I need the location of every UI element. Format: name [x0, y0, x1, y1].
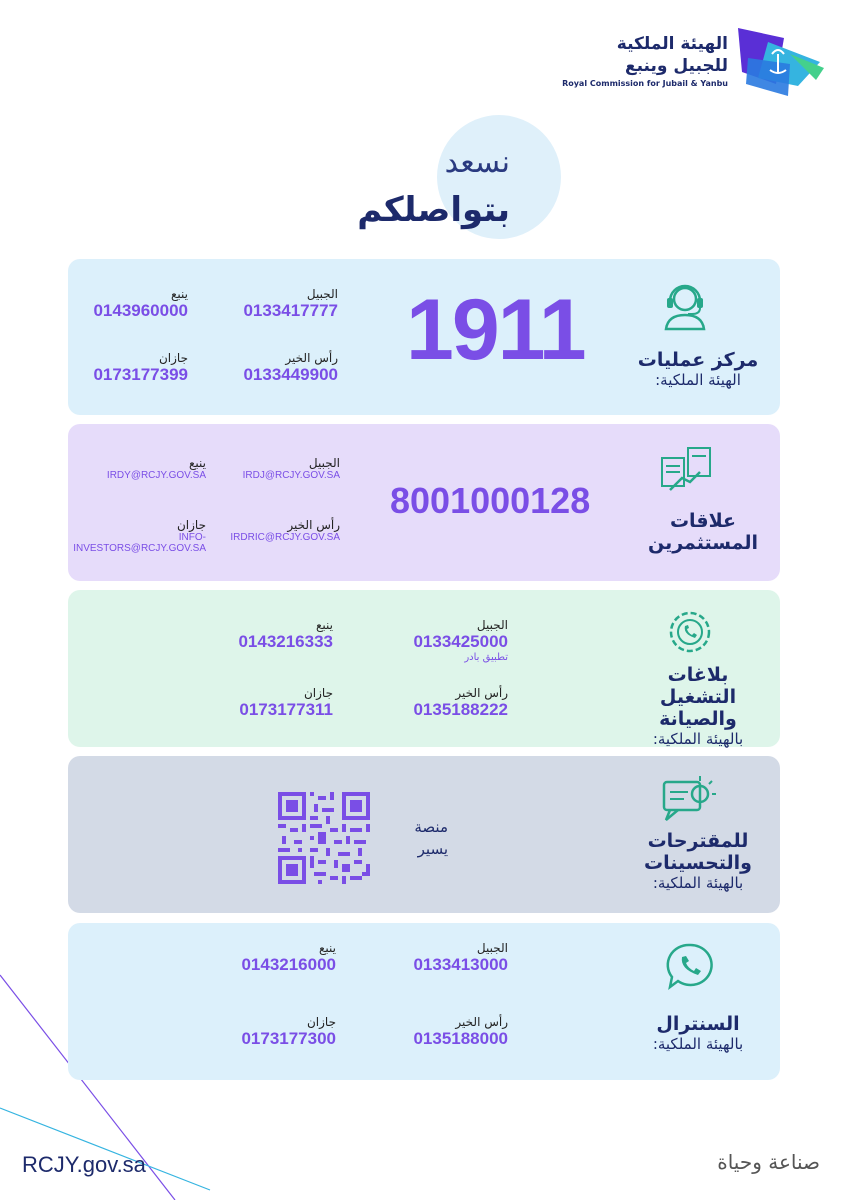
contact-value[interactable]: 0173177311 [239, 700, 333, 719]
contact-label: الجبيل [476, 941, 508, 955]
contact-value[interactable]: 0143216000 [241, 955, 336, 974]
contact-jazan [213, 686, 333, 720]
contact-yanbu [213, 618, 333, 652]
card-operations-center [68, 259, 780, 415]
card4-title-line2: والتحسينات [644, 852, 752, 874]
contact-label: جازان [176, 518, 206, 532]
contact-email[interactable]: IRDY@RCJY.GOV.SA [106, 470, 206, 481]
card3-title-line1: بلاغات [667, 664, 729, 686]
contact-label: رأس الخير [287, 518, 340, 532]
website-link[interactable]: RCJY.gov.sa [22, 1152, 146, 1177]
platform-line1: منصة [414, 818, 448, 836]
slogan: صناعة وحياة [717, 1150, 820, 1174]
contact-label: رأس الخير [285, 351, 338, 365]
card-investor-relations [68, 424, 780, 581]
platform-line2: يسير [417, 840, 448, 858]
contact-value[interactable]: 0135188222 [413, 700, 508, 719]
contact-value[interactable]: 0173177399 [93, 365, 188, 384]
contact-yanbu [88, 287, 188, 321]
contact-label: الجبيل [306, 287, 338, 301]
contact-label: رأس الخير [455, 686, 508, 700]
contact-email[interactable]: IRDRIC@RCJY.GOV.SA [230, 532, 340, 543]
card2-title-line1: علاقات [669, 510, 737, 532]
phone-chat-bubble-icon [664, 941, 716, 993]
contact-value[interactable]: 0133449900 [243, 365, 338, 384]
card-maintenance-reports [68, 590, 780, 747]
contact-value[interactable]: 0143216333 [238, 632, 333, 651]
contact-jazan [216, 1015, 336, 1049]
contact-label: الجبيل [476, 618, 508, 632]
card3-subtitle: بالهيئة الملكية: [652, 730, 744, 748]
contact-jubail [388, 618, 508, 663]
phone-gear-icon [666, 608, 714, 656]
card5-title: السنترال [656, 1013, 740, 1035]
platform-label [388, 816, 448, 860]
contact-email[interactable]: INFO-INVESTORS@RCJY.GOV.SA [73, 532, 206, 554]
contact-label: جازان [306, 1015, 336, 1029]
contact-jubail [218, 456, 340, 481]
card1-subtitle: الهيئة الملكية: [655, 371, 741, 389]
main-number-800[interactable]: 8001000128 [390, 480, 591, 521]
contact-yanbu [68, 456, 206, 481]
contact-yanbu [216, 941, 336, 975]
headset-agent-icon [658, 277, 712, 331]
contact-email[interactable]: IRDJ@RCJY.GOV.SA [242, 470, 340, 481]
contact-value[interactable]: 0133417777 [243, 301, 338, 320]
card5-subtitle: بالهيئة الملكية: [652, 1035, 744, 1053]
contact-label: ينبع [316, 618, 333, 632]
card-switchboard [68, 923, 780, 1080]
heading-small: نسعد [444, 145, 510, 180]
contact-label: جازان [158, 351, 188, 365]
card-suggestions [68, 756, 780, 913]
logo-arabic-line1: الهيئة الملكية [616, 34, 728, 54]
card4-title-line1: للمقترحات [647, 830, 749, 852]
palm-swords-emblem-icon [728, 24, 828, 100]
badr-app-note: تطبيق بادر [464, 652, 508, 663]
qr-code-icon[interactable] [278, 792, 370, 884]
contact-value[interactable]: 0173177300 [241, 1029, 336, 1048]
contact-label: ينبع [189, 456, 206, 470]
logo-english: Royal Commission for Jubail & Yanbu [562, 79, 728, 88]
card3-title-line2: التشغيل والصيانة [659, 686, 737, 730]
contact-label: ينبع [319, 941, 336, 955]
contact-value[interactable]: 0133425000 [413, 632, 508, 651]
contact-jubail [238, 287, 338, 321]
contact-ras-alkhair [218, 518, 340, 543]
main-number-1911[interactable]: 1911 [406, 282, 585, 378]
contact-value[interactable]: 0143960000 [93, 301, 188, 320]
card1-title: مركز عمليات [637, 349, 759, 371]
logo-arabic-line2: للجبيل وينبع [625, 56, 728, 76]
card4-subtitle: بالهيئة الملكية: [652, 874, 744, 892]
contact-label: الجبيل [308, 456, 340, 470]
handshake-document-icon [658, 444, 714, 496]
card2-title-line2: المستثمرين [647, 532, 759, 554]
contact-label: ينبع [171, 287, 188, 301]
contact-label: جازان [303, 686, 333, 700]
contact-value[interactable]: 0135188000 [413, 1029, 508, 1048]
contact-ras-alkhair [388, 1015, 508, 1049]
contact-ras-alkhair [388, 686, 508, 720]
heading-big: بتواصلكم [357, 190, 510, 230]
contact-jazan [88, 351, 188, 385]
contact-label: رأس الخير [455, 1015, 508, 1029]
contact-jubail [388, 941, 508, 975]
chat-lightbulb-icon [660, 772, 716, 828]
contact-ras-alkhair [238, 351, 338, 385]
contact-jazan [68, 518, 206, 554]
contact-value[interactable]: 0133413000 [413, 955, 508, 974]
